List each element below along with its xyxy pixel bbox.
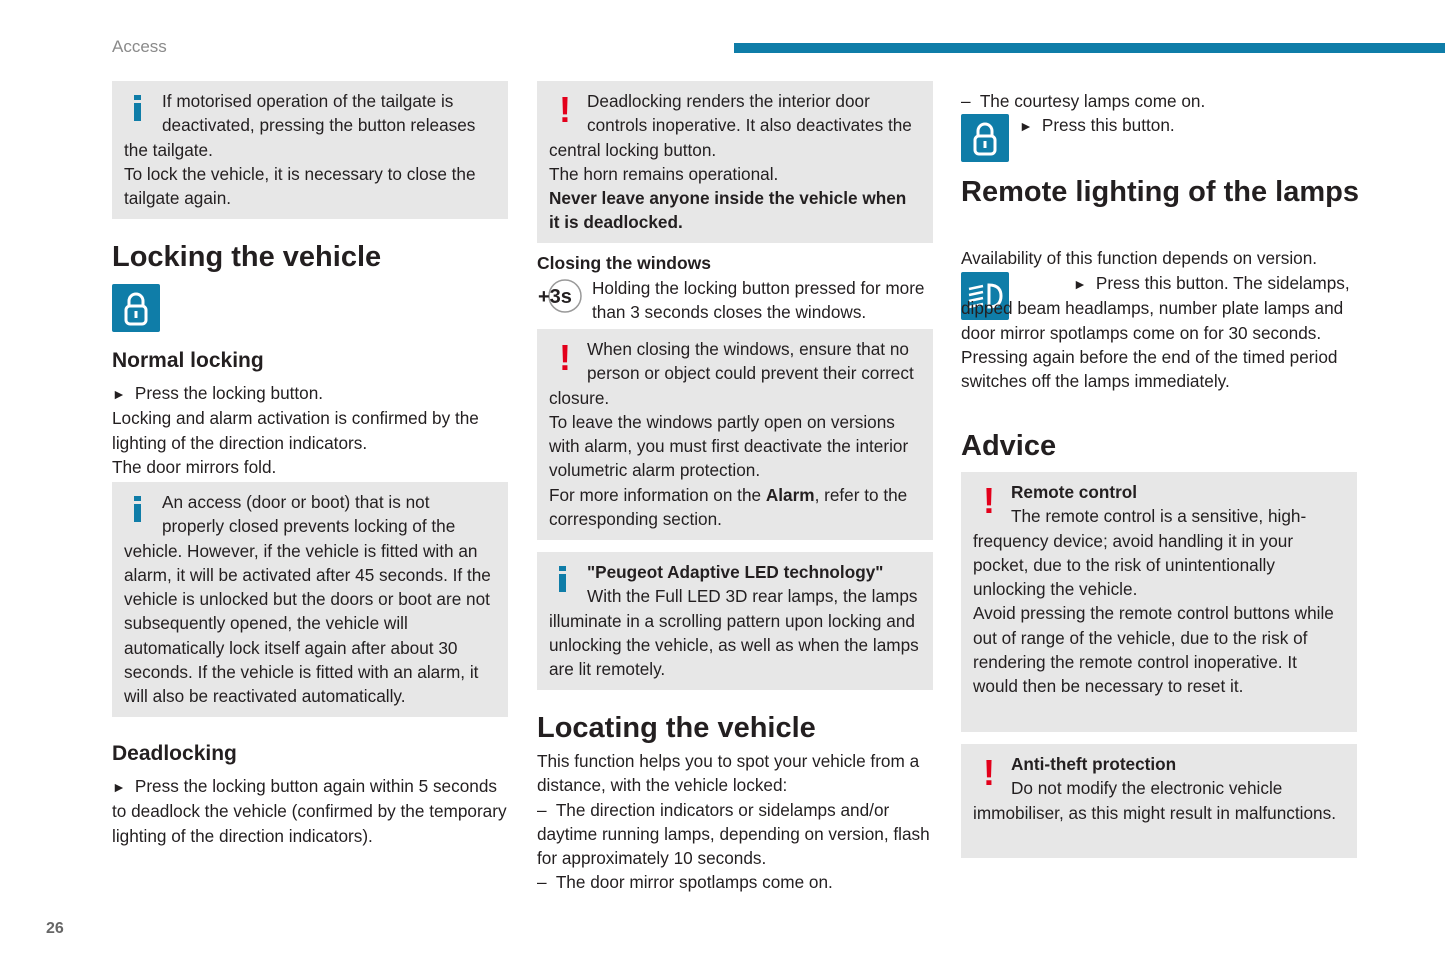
padlock-button-icon [961, 114, 1009, 162]
info-led-title: "Peugeot Adaptive LED technology" [587, 562, 884, 582]
info-tailgate-text-1: If motorised operation of the tailgate is deactivated, pressing the button releases the tailgate. [124, 91, 476, 160]
advice-title: Advice [961, 430, 1057, 462]
padlock-button-icon [112, 284, 160, 332]
normal-locking-step: ► Press the locking button. [112, 381, 508, 406]
info-access-text: An access (door or boot) that is not properly closed prevents locking of the vehicle. However, if the vehicle is fitted with an alarm, it will be activated after 45 seconds. If the vehicle is unlocked but the doors or boot are not subsequently opened, the vehicle will automatically lock itself again after about 30 seconds. If the vehicle is fitted with an alarm, it will also be reactivated automatically. [124, 492, 491, 707]
normal-locking-text-1: Locking and alarm activation is confirmed by the lighting of the direction indicators. [112, 408, 479, 453]
warning-icon: ! [983, 480, 995, 521]
warn-windows-text-3 [549, 483, 921, 532]
info-icon [124, 490, 162, 534]
info-icon [549, 560, 587, 604]
warn-deadlock-bold: Never leave anyone inside the vehicle when it is deadlocked. [549, 188, 907, 233]
locating-item-3: – The courtesy lamps come on. [961, 91, 1206, 111]
plus-3s-label: +3s [538, 286, 572, 308]
warn-remote-text-1: The remote control is a sensitive, high-frequency device; avoid handling it in your pocket, due to the risk of unintentionally unlocking the vehicle. [973, 506, 1307, 600]
warn-antitheft-text: Do not modify the electronic vehicle immobiliser, as this might result in malfunctions. [973, 778, 1336, 823]
warn-remote-text-2: Avoid pressing the remote control buttons while out of range of the vehicle, due to the risk of rendering the remote control inoperative. It would then be necessary to reset it. [973, 603, 1334, 697]
press-button-text: Press this button. [1041, 115, 1175, 135]
warning-box-deadlock [537, 81, 933, 243]
remote-lighting-availability: Availability of this function depends on version. [961, 248, 1318, 268]
locating-item-2-text: The door mirror spotlamps come on. [555, 872, 833, 893]
locking-title: Locking the vehicle [112, 241, 382, 273]
closing-windows-title: Closing the windows [537, 253, 712, 273]
info-tailgate-text-2: To lock the vehicle, it is necessary to close the tailgate again. [124, 163, 476, 209]
info-box-access [112, 482, 508, 717]
info-icon [124, 89, 162, 133]
warning-icon: ! [983, 752, 995, 793]
header-accent-bar [734, 43, 1445, 53]
deadlocking-text [112, 774, 512, 848]
info-led-text: With the Full LED 3D rear lamps, the lamps illuminate in a scrolling pattern upon locking and unlocking the vehicle, as well as when the lamps are lit remotely. [549, 586, 919, 680]
warn-windows-text-3-pre: For more information on the [549, 484, 766, 505]
info-box-led [537, 552, 933, 690]
warn-windows-text-1: When closing the windows, ensure that no person or object could prevent their correct closure. [549, 339, 914, 408]
locating-item-1: – The direction indicators or sidelamps and/or daytime running lamps, depending on version, flash for approximately 10 seconds. [537, 799, 930, 869]
section-label: Access [112, 37, 167, 56]
warning-box-remote [961, 472, 1357, 732]
alarm-reference: Alarm [765, 484, 815, 505]
warn-windows-text-2: To leave the windows partly open on versions with alarm, you must first deactivate the interior volumetric alarm protection. [549, 411, 909, 481]
normal-locking-text [112, 381, 508, 479]
remote-lighting-step-text: ► Press this button. The sidelamps, dipped beam headlamps, number plate lamps and door mirror spotlamps come on for 30 seconds. [961, 273, 1350, 343]
warning-box-antitheft [961, 744, 1357, 858]
warn-antitheft-title: Anti-theft protection [1011, 754, 1177, 774]
warn-deadlock-text-2: The horn remains operational. [549, 163, 779, 184]
remote-lighting-step [961, 271, 1361, 393]
normal-locking-title: Normal locking [112, 349, 264, 372]
warning-icon: ! [559, 89, 571, 130]
locating-item-2: – The door mirror spotlamps come on. [537, 872, 833, 893]
warn-remote-title: Remote control [1011, 482, 1138, 502]
page-number: 26 [46, 920, 64, 937]
closing-windows-text: Holding the locking button pressed for more than 3 seconds closes the windows. [592, 278, 925, 323]
normal-locking-text-2: The door mirrors fold. [112, 456, 277, 477]
warn-deadlock-text-1: Deadlocking renders the interior door controls inoperative. It also deactivates the central locking button. [549, 91, 912, 160]
info-box-tailgate [112, 81, 508, 219]
remote-lighting-text: Pressing again before the end of the timed period switches off the lamps immediately. [961, 346, 1338, 392]
deadlocking-title: Deadlocking [112, 742, 237, 765]
locating-text [537, 749, 933, 895]
press-button-step: ► Press this button. [1019, 115, 1175, 135]
warning-box-windows [537, 329, 933, 540]
remote-lighting-step-content: Press this button. The sidelamps, dipped beam headlamps, number plate lamps and door mirror spotlamps come on for 30 seconds. [961, 273, 1350, 343]
deadlocking-step: ► Press the locking button again within 5 seconds to deadlock the vehicle (confirmed by the temporary lighting of the direction indicators). [112, 774, 512, 848]
locating-title: Locating the vehicle [537, 712, 816, 744]
plus-3s-icon [537, 278, 583, 314]
warning-icon: ! [559, 337, 571, 378]
locating-item-1-text: The direction indicators or sidelamps and/or daytime running lamps, depending on version, flash for approximately 10 seconds. [537, 799, 930, 869]
remote-lighting-title: Remote lighting of the lamps [961, 176, 1359, 208]
warn-windows-text-3-post: , refer to the corresponding section. [549, 484, 908, 530]
locating-item-3-text: The courtesy lamps come on. [979, 91, 1206, 111]
locating-intro: This function helps you to spot your vehicle from a distance, with the vehicle locked: [537, 751, 920, 796]
